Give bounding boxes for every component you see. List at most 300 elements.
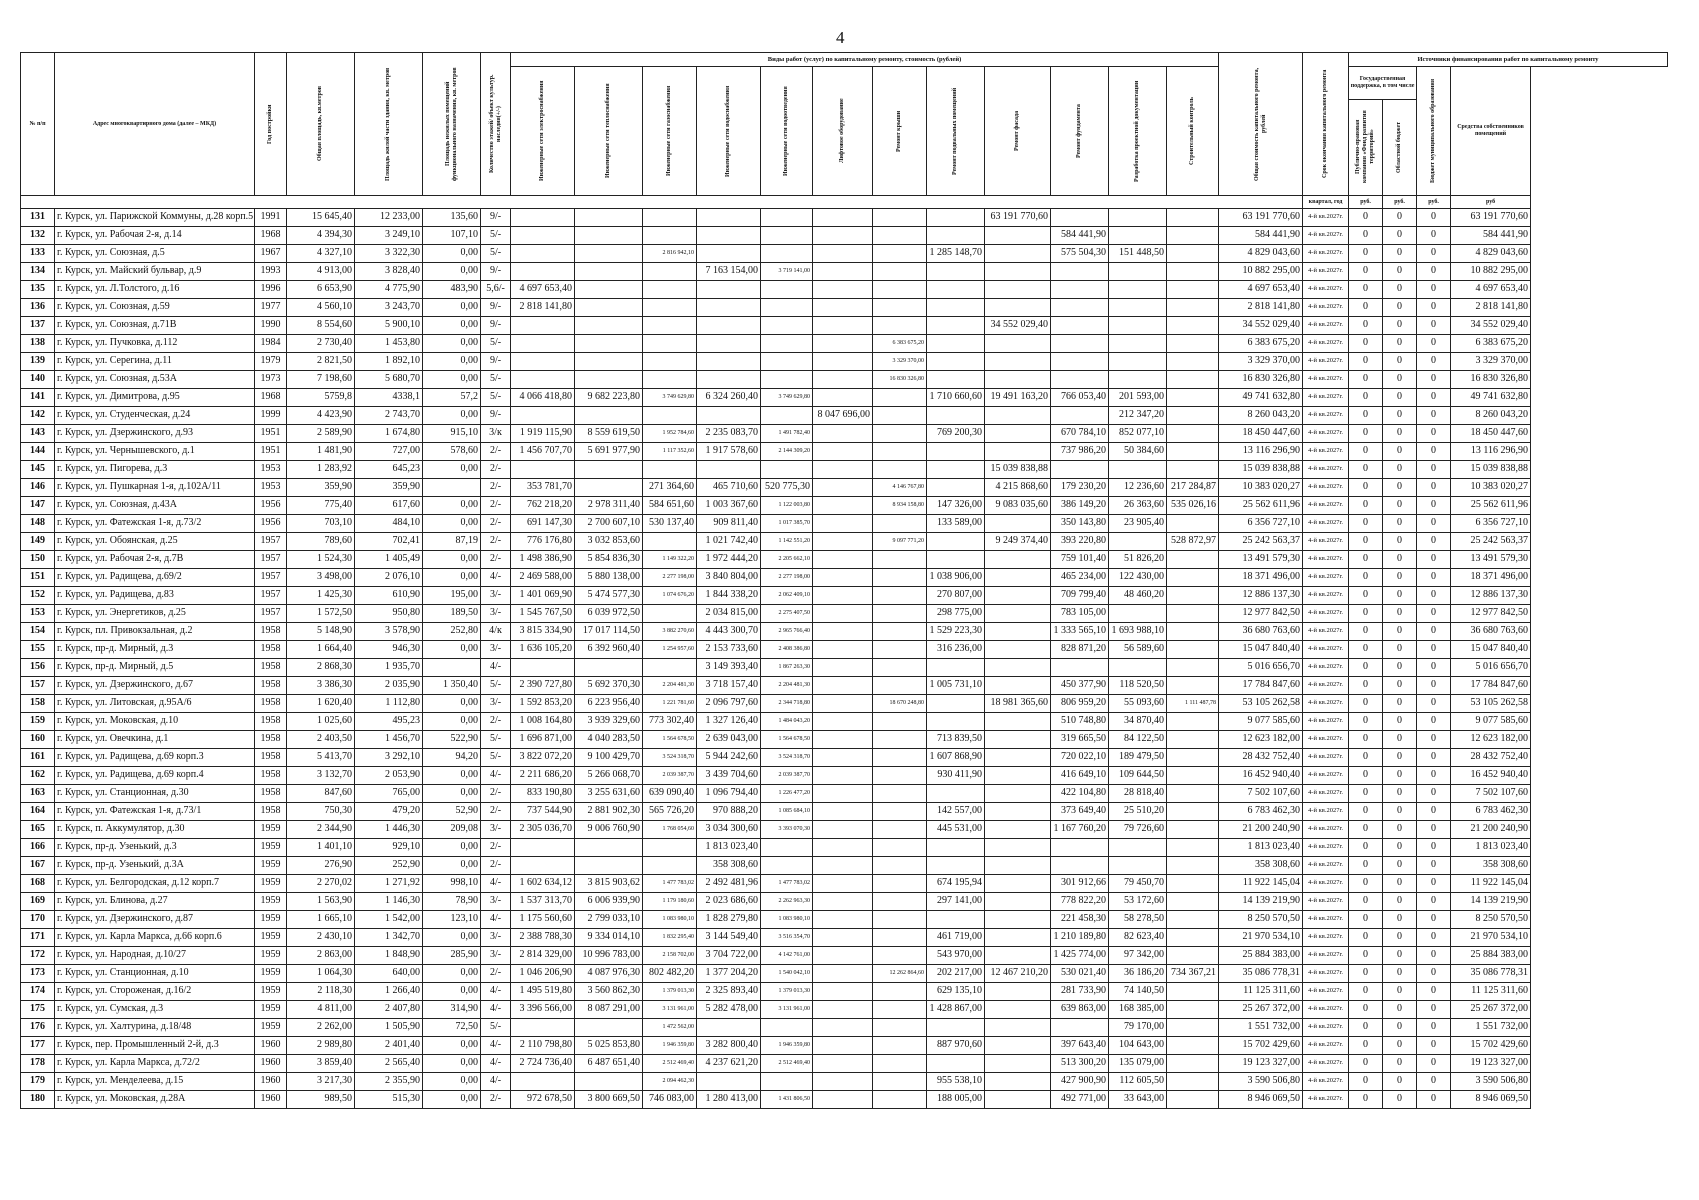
row-work-cost (927, 857, 985, 875)
row-total-area: 359,90 (287, 479, 355, 497)
row-work-cost: 97 342,00 (1109, 947, 1167, 965)
row-work-cost: 1 117 352,60 (643, 443, 697, 461)
row-work-cost (873, 299, 927, 317)
row-total-area: 8 554,60 (287, 317, 355, 335)
row-work-cost (813, 1073, 873, 1091)
row-work-cost: 1 602 634,12 (511, 875, 575, 893)
row-floors: 2/- (481, 551, 511, 569)
table-row (21, 587, 1668, 605)
row-nonliving-area: 285,90 (423, 947, 481, 965)
row-work-cost: 535 026,16 (1167, 497, 1219, 515)
row-work-cost (1167, 731, 1219, 749)
table-row (21, 659, 1668, 677)
row-work-cost: 2 211 686,20 (511, 767, 575, 785)
row-work-cost (1167, 1001, 1219, 1019)
row-work-cost: 422 104,80 (1051, 785, 1109, 803)
row-work-cost: 1 428 867,00 (927, 1001, 985, 1019)
row-address: г. Курск, ул. Дзержинского, д.87 (55, 911, 255, 929)
row-total-area: 276,90 (287, 857, 355, 875)
row-work-cost (985, 443, 1051, 461)
row-work-cost (813, 623, 873, 641)
row-work-cost: 528 872,97 (1167, 533, 1219, 551)
row-total-cost: 584 441,90 (1219, 227, 1303, 245)
row-owners-amount: 10 383 020,27 (1451, 479, 1531, 497)
row-floors: 4/- (481, 911, 511, 929)
row-work-cost: 3 524 318,70 (761, 749, 813, 767)
row-work-cost (1051, 209, 1109, 227)
row-work-cost: 1 768 054,60 (643, 821, 697, 839)
row-fund-amount: 0 (1349, 803, 1383, 821)
row-fund-amount: 0 (1349, 497, 1383, 515)
row-living-area: 702,41 (355, 533, 423, 551)
row-work-cost (985, 425, 1051, 443)
table-row (21, 1073, 1668, 1091)
row-living-area: 5 900,10 (355, 317, 423, 335)
row-work-cost: 25 510,20 (1109, 803, 1167, 821)
row-year: 1956 (255, 497, 287, 515)
row-nonliving-area: 0,00 (423, 1055, 481, 1073)
row-work-cost (813, 335, 873, 353)
row-address: г. Курск, ул. Союзная, д.59 (55, 299, 255, 317)
row-number: 148 (21, 515, 55, 533)
row-work-cost (643, 353, 697, 371)
row-work-cost (1167, 1091, 1219, 1109)
row-total-cost: 1 813 023,40 (1219, 839, 1303, 857)
row-work-cost (1109, 371, 1167, 389)
row-fund-amount: 0 (1349, 281, 1383, 299)
row-work-cost (813, 245, 873, 263)
row-fund-amount: 0 (1349, 461, 1383, 479)
row-number: 177 (21, 1037, 55, 1055)
row-work-cost: 3 131 961,00 (643, 1001, 697, 1019)
row-address: г. Курск, ул. Моковская, д.28А (55, 1091, 255, 1109)
row-municipal-amount: 0 (1417, 641, 1451, 659)
row-number: 157 (21, 677, 55, 695)
row-work-cost: 51 826,20 (1109, 551, 1167, 569)
row-work-cost: 852 077,10 (1109, 425, 1167, 443)
row-fund-amount: 0 (1349, 785, 1383, 803)
row-regional-amount: 0 (1383, 983, 1417, 1001)
row-total-cost: 4 829 043,60 (1219, 245, 1303, 263)
row-regional-amount: 0 (1383, 461, 1417, 479)
row-work-cost: 6 223 956,40 (575, 695, 643, 713)
row-work-cost: 82 623,40 (1109, 929, 1167, 947)
row-work-cost (1167, 749, 1219, 767)
row-work-cost: 217 284,87 (1167, 479, 1219, 497)
row-work-cost (873, 461, 927, 479)
row-work-cost: 10 996 783,00 (575, 947, 643, 965)
row-work-cost: 1 122 003,80 (761, 497, 813, 515)
row-work-cost (813, 461, 873, 479)
row-fund-amount: 0 (1349, 425, 1383, 443)
row-work-cost (873, 677, 927, 695)
row-fund-amount: 0 (1349, 299, 1383, 317)
row-total-cost: 12 977 842,50 (1219, 605, 1303, 623)
row-work-cost (813, 659, 873, 677)
row-year: 1957 (255, 533, 287, 551)
row-year: 1960 (255, 1055, 287, 1073)
table-row (21, 785, 1668, 803)
row-work-cost: 1 046 206,90 (511, 965, 575, 983)
row-address: г. Курск, ул. Карла Маркса, д.72/2 (55, 1055, 255, 1073)
row-work-cost: 972 678,50 (511, 1091, 575, 1109)
row-fund-amount: 0 (1349, 587, 1383, 605)
row-work-cost: 3 282 800,40 (697, 1037, 761, 1055)
row-work-cost (813, 479, 873, 497)
row-work-cost (813, 1055, 873, 1073)
row-total-cost: 4 697 653,40 (1219, 281, 1303, 299)
row-work-cost: 427 900,90 (1051, 1073, 1109, 1091)
row-work-cost (1109, 533, 1167, 551)
row-municipal-amount: 0 (1417, 929, 1451, 947)
row-term: 4-й кв.2027г. (1303, 587, 1349, 605)
row-work-cost: 1 828 279,80 (697, 911, 761, 929)
table-row (21, 533, 1668, 551)
row-municipal-amount: 0 (1417, 407, 1451, 425)
row-work-cost: 1 946 359,80 (643, 1037, 697, 1055)
row-work-cost (873, 263, 927, 281)
row-work-cost (873, 245, 927, 263)
row-work-cost: 2 153 733,60 (697, 641, 761, 659)
row-work-cost: 2 204 481,30 (761, 677, 813, 695)
row-living-area: 1 848,90 (355, 947, 423, 965)
table-row (21, 1055, 1668, 1073)
row-work-cost (927, 713, 985, 731)
row-number: 158 (21, 695, 55, 713)
row-work-cost: 6 487 651,40 (575, 1055, 643, 1073)
row-year: 1953 (255, 479, 287, 497)
row-municipal-amount: 0 (1417, 857, 1451, 875)
row-work-cost: 2 275 407,50 (761, 605, 813, 623)
row-work-cost (927, 695, 985, 713)
row-work-cost: 769 200,30 (927, 425, 985, 443)
row-work-cost: 530 137,40 (643, 515, 697, 533)
row-work-cost: 9 083 035,60 (985, 497, 1051, 515)
row-nonliving-area: 522,90 (423, 731, 481, 749)
row-total-area: 1 572,50 (287, 605, 355, 623)
row-work-cost (643, 533, 697, 551)
row-work-cost (873, 1073, 927, 1091)
table-row (21, 569, 1668, 587)
row-total-area: 4 394,30 (287, 227, 355, 245)
row-work-cost: 1 972 444,20 (697, 551, 761, 569)
row-work-cost (511, 353, 575, 371)
row-work-cost (761, 353, 813, 371)
row-work-cost (1167, 839, 1219, 857)
row-work-cost: 2 325 893,40 (697, 983, 761, 1001)
row-work-cost (985, 587, 1051, 605)
row-work-cost: 1 280 413,00 (697, 1091, 761, 1109)
row-total-area: 2 430,10 (287, 929, 355, 947)
row-term: 4-й кв.2027г. (1303, 1019, 1349, 1037)
row-work-cost (511, 263, 575, 281)
row-work-cost: 1 529 223,30 (927, 623, 985, 641)
row-work-cost: 6 392 960,40 (575, 641, 643, 659)
row-municipal-amount: 0 (1417, 227, 1451, 245)
row-floors: 2/- (481, 713, 511, 731)
row-nonliving-area: 209,08 (423, 821, 481, 839)
row-work-cost: 1 491 782,40 (761, 425, 813, 443)
row-address: г. Курск, ул. Союзная, д.71В (55, 317, 255, 335)
row-work-cost: 1 472 562,00 (643, 1019, 697, 1037)
row-regional-amount: 0 (1383, 551, 1417, 569)
row-work-cost: 2 799 033,10 (575, 911, 643, 929)
table-row (21, 1037, 1668, 1055)
row-work-cost (761, 857, 813, 875)
row-work-cost (1167, 407, 1219, 425)
row-municipal-amount: 0 (1417, 1001, 1451, 1019)
row-work-cost: 7 163 154,00 (697, 263, 761, 281)
row-work-cost (761, 1073, 813, 1091)
row-work-cost (575, 407, 643, 425)
row-work-cost (985, 371, 1051, 389)
row-work-cost: 737 544,90 (511, 803, 575, 821)
row-floors: 3/- (481, 929, 511, 947)
row-regional-amount: 0 (1383, 947, 1417, 965)
row-term: 4-й кв.2027г. (1303, 425, 1349, 443)
row-number: 161 (21, 749, 55, 767)
row-work-cost (511, 209, 575, 227)
row-regional-amount: 0 (1383, 335, 1417, 353)
row-total-cost: 7 502 107,60 (1219, 785, 1303, 803)
row-work-cost (761, 299, 813, 317)
row-work-cost (985, 911, 1051, 929)
row-work-cost (643, 461, 697, 479)
row-fund-amount: 0 (1349, 407, 1383, 425)
row-address: г. Курск, ул. Л.Толстого, д.16 (55, 281, 255, 299)
row-work-cost: 445 531,00 (927, 821, 985, 839)
row-year: 1959 (255, 893, 287, 911)
row-work-cost (927, 533, 985, 551)
table-row (21, 299, 1668, 317)
row-floors: 5,6/- (481, 281, 511, 299)
row-number: 136 (21, 299, 55, 317)
row-term: 4-й кв.2027г. (1303, 857, 1349, 875)
row-work-cost (985, 1037, 1051, 1055)
row-living-area: 640,00 (355, 965, 423, 983)
row-owners-amount: 25 884 383,00 (1451, 947, 1531, 965)
row-work-cost: 1 021 742,40 (697, 533, 761, 551)
row-work-cost (813, 1037, 873, 1055)
row-number: 168 (21, 875, 55, 893)
row-work-cost: 1 477 783,02 (761, 875, 813, 893)
table-row (21, 479, 1668, 497)
row-nonliving-area: 87,19 (423, 533, 481, 551)
row-owners-amount: 18 450 447,60 (1451, 425, 1531, 443)
row-total-cost: 1 551 732,00 (1219, 1019, 1303, 1037)
row-year: 1958 (255, 695, 287, 713)
row-work-cost: 450 377,90 (1051, 677, 1109, 695)
row-work-cost (927, 551, 985, 569)
row-work-cost: 2 881 902,30 (575, 803, 643, 821)
row-living-area: 3 578,90 (355, 623, 423, 641)
table-row (21, 623, 1668, 641)
row-nonliving-area: 0,00 (423, 695, 481, 713)
col-address-header: Адрес многоквартирного дома (далее – МКД) (55, 53, 255, 196)
row-work-cost (985, 749, 1051, 767)
row-total-cost: 15 039 838,88 (1219, 461, 1303, 479)
row-fund-amount: 0 (1349, 569, 1383, 587)
row-number: 178 (21, 1055, 55, 1073)
row-year: 1959 (255, 1001, 287, 1019)
row-address: г. Курск, ул. Серегина, д.11 (55, 353, 255, 371)
row-work-cost: 63 191 770,60 (985, 209, 1051, 227)
row-work-cost (1167, 767, 1219, 785)
row-term: 4-й кв.2027г. (1303, 677, 1349, 695)
col-work-gas-header: Инженерные сети газоснабжения (643, 67, 697, 196)
table-row (21, 227, 1668, 245)
row-number: 134 (21, 263, 55, 281)
row-work-cost (985, 353, 1051, 371)
row-regional-amount: 0 (1383, 371, 1417, 389)
row-regional-amount: 0 (1383, 623, 1417, 641)
row-living-area: 2 743,70 (355, 407, 423, 425)
row-fund-amount: 0 (1349, 1001, 1383, 1019)
row-owners-amount: 34 552 029,40 (1451, 317, 1531, 335)
row-total-cost: 21 970 534,10 (1219, 929, 1303, 947)
row-living-area: 2 565,40 (355, 1055, 423, 1073)
row-work-cost: 3 393 070,30 (761, 821, 813, 839)
row-total-area: 2 270,02 (287, 875, 355, 893)
row-work-cost: 12 236,60 (1109, 479, 1167, 497)
row-number: 139 (21, 353, 55, 371)
row-term: 4-й кв.2027г. (1303, 803, 1349, 821)
row-work-cost: 58 278,50 (1109, 911, 1167, 929)
row-living-area: 1 542,00 (355, 911, 423, 929)
row-address: г. Курск, ул. Рабочая 2-я, д.14 (55, 227, 255, 245)
row-work-cost (985, 659, 1051, 677)
row-work-cost (985, 299, 1051, 317)
row-floors: 3/- (481, 605, 511, 623)
row-work-cost: 3 560 862,30 (575, 983, 643, 1001)
row-address: г. Курск, ул. Радищева, д.69 корп.4 (55, 767, 255, 785)
row-work-cost (643, 605, 697, 623)
row-work-cost: 2 096 797,60 (697, 695, 761, 713)
row-work-cost: 373 649,40 (1051, 803, 1109, 821)
row-total-cost: 11 125 311,60 (1219, 983, 1303, 1001)
row-number: 172 (21, 947, 55, 965)
row-living-area: 3 828,40 (355, 263, 423, 281)
row-work-cost (873, 929, 927, 947)
row-work-cost: 18 981 365,60 (985, 695, 1051, 713)
row-work-cost (1167, 515, 1219, 533)
row-total-area: 4 560,10 (287, 299, 355, 317)
row-total-area: 5 148,90 (287, 623, 355, 641)
row-owners-amount: 12 623 182,00 (1451, 731, 1531, 749)
table-row (21, 353, 1668, 371)
table-row (21, 857, 1668, 875)
row-work-cost: 2 039 387,70 (643, 767, 697, 785)
table-row (21, 551, 1668, 569)
row-address: г. Курск, п. Аккумулятор, д.30 (55, 821, 255, 839)
row-municipal-amount: 0 (1417, 587, 1451, 605)
row-work-cost (873, 659, 927, 677)
col-regional-header: Областной бюджет (1383, 99, 1417, 195)
row-regional-amount: 0 (1383, 533, 1417, 551)
row-work-cost: 1 142 551,20 (761, 533, 813, 551)
row-floors: 4/- (481, 1073, 511, 1091)
row-work-cost (1167, 857, 1219, 875)
row-work-cost (643, 335, 697, 353)
row-work-cost (813, 299, 873, 317)
row-address: г. Курск, ул. Энергетиков, д.25 (55, 605, 255, 623)
col-total-cost-header: Общая стоимость капитального ремонта, рублей (1219, 53, 1303, 196)
row-total-area: 1 481,90 (287, 443, 355, 461)
row-living-area: 5 680,70 (355, 371, 423, 389)
row-owners-amount: 21 200 240,90 (1451, 821, 1531, 839)
row-fund-amount: 0 (1349, 1091, 1383, 1109)
row-total-cost: 10 882 295,00 (1219, 263, 1303, 281)
row-number: 135 (21, 281, 55, 299)
row-work-cost (873, 641, 927, 659)
row-living-area: 645,23 (355, 461, 423, 479)
row-work-cost: 2 034 815,00 (697, 605, 761, 623)
row-year: 1958 (255, 767, 287, 785)
row-floors: 4/- (481, 875, 511, 893)
row-term: 4-й кв.2027г. (1303, 371, 1349, 389)
col-work-control-header: Строительный контроль (1167, 67, 1219, 196)
table-row (21, 605, 1668, 623)
row-work-cost: 8 559 619,50 (575, 425, 643, 443)
row-work-cost: 1 149 322,20 (643, 551, 697, 569)
row-term: 4-й кв.2027г. (1303, 1073, 1349, 1091)
row-work-cost: 270 807,00 (927, 587, 985, 605)
row-work-cost: 5 282 478,00 (697, 1001, 761, 1019)
row-work-cost (1109, 335, 1167, 353)
row-work-cost: 1 111 487,78 (1167, 695, 1219, 713)
row-work-cost (873, 209, 927, 227)
row-living-area: 1 112,80 (355, 695, 423, 713)
row-nonliving-area: 0,00 (423, 551, 481, 569)
row-work-cost: 2 144 309,20 (761, 443, 813, 461)
row-work-cost (927, 353, 985, 371)
row-regional-amount: 0 (1383, 821, 1417, 839)
row-floors: 9/- (481, 353, 511, 371)
row-work-cost (575, 1073, 643, 1091)
row-work-cost: 133 589,00 (927, 515, 985, 533)
row-work-cost: 53 172,60 (1109, 893, 1167, 911)
row-work-cost (761, 371, 813, 389)
row-total-area: 4 423,90 (287, 407, 355, 425)
row-work-cost: 36 186,20 (1109, 965, 1167, 983)
row-work-cost (1051, 461, 1109, 479)
row-work-cost (813, 911, 873, 929)
row-living-area: 2 076,10 (355, 569, 423, 587)
row-regional-amount: 0 (1383, 353, 1417, 371)
row-term: 4-й кв.2027г. (1303, 317, 1349, 335)
row-term: 4-й кв.2027г. (1303, 605, 1349, 623)
row-total-area: 1 620,40 (287, 695, 355, 713)
row-term: 4-й кв.2027г. (1303, 479, 1349, 497)
row-work-cost: 465 234,00 (1051, 569, 1109, 587)
row-work-cost (1167, 947, 1219, 965)
row-address: г. Курск, пл. Привокзальная, д.2 (55, 623, 255, 641)
row-work-cost: 1 952 784,60 (643, 425, 697, 443)
row-total-area: 2 403,50 (287, 731, 355, 749)
row-living-area: 515,30 (355, 1091, 423, 1109)
row-fund-amount: 0 (1349, 335, 1383, 353)
row-work-cost (927, 317, 985, 335)
row-work-cost (575, 335, 643, 353)
row-owners-amount: 35 086 778,31 (1451, 965, 1531, 983)
row-work-cost (985, 263, 1051, 281)
row-total-area: 1 665,10 (287, 911, 355, 929)
finance-group-header: Источники финансирования работ по капитальному ремонту (1349, 53, 1668, 67)
row-municipal-amount: 0 (1417, 245, 1451, 263)
row-work-cost (873, 425, 927, 443)
row-work-cost (575, 479, 643, 497)
row-number: 138 (21, 335, 55, 353)
